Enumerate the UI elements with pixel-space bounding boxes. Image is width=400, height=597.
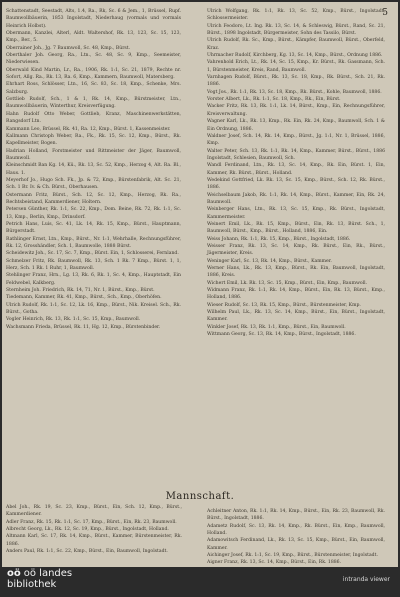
entry-paragraph: Ostermann Fritz, Bürst., Sch. 12, Sc. 12, Kmp., Herzog, Rk. Ra., Rechtsbeistand, Kammerdiener, Holtern. xyxy=(6,192,181,205)
entry-paragraph: Adametz Rudolf, Sc. 13, Rk. 14, Kmp., Rk. Bürst., Ein, Kmp., Baumwoll, Holland. xyxy=(207,523,385,537)
entry-paragraph: Waldner Josef, Sch. 14, Rk. 14, Kmp., Bürst., Jg. 1:1, Nr. 1, Brüssel, 1886, Kmp. xyxy=(207,133,385,147)
right-column xyxy=(207,8,385,338)
entry-paragraph: Wittmann Georg, Sc. 13, Rk. 14, Kmp., Bürst., Ingolstadt, 1886. xyxy=(207,332,356,338)
library-logo-icon: oö xyxy=(7,568,21,579)
entry-paragraph: Achleitner Anton, Rk. 1:1, Rk. 14, Kmp., Bürst., Ein, Rk. 23, Baumwoll, Rk. Bürst., Ingolstadt, 1886. xyxy=(207,509,385,522)
entry-paragraph: Wieser Rudolf, Sc. 13, Rk. 15, Kmp., Bürst., Bürstenmeister, Kmp. xyxy=(207,302,361,308)
bottom-left-column xyxy=(6,504,182,555)
entry-paragraph: Rathlinger Ernst, Ltn., Kmp., Bürst., Nr. 1:1, Wehrhalle, Rechnungsführer, Rk. 12, Grosshändler, Sch. 1, Baumwolle, 1888 Bürst. xyxy=(6,236,181,249)
entry-paragraph: Wagner Karl, Lk., Rk. 13, Kmp., Rk. Ein, Rk. 24, Kmp., Baumwoll, Sch. 1 & Ein Ordnung, 1886. xyxy=(207,119,385,132)
entry-paragraph: Wilhelm Paul, Lk., Rk. 13, Sc. 14, Kmp., Bürst., Ein, Bürst., Ingolstadt, Kammer. xyxy=(207,310,385,323)
entry-paragraph: Walter Peter, Sch. 13, Rk. 1:1, Rk. 14, Kmp., Kammer, Bürst., Bürst., 1886 Ingolstadt, Schlesien, Baumwoll, Sch. xyxy=(207,148,385,161)
entry-paragraph: Aichinger Josef, Rk. 1:1, Sc. 19, Kmp., Bürst., Bürstenmeister, Ingolstadt. xyxy=(207,553,378,559)
entry-paragraph: Weichselbaum Jakob, Rk. 1:1, Rk. 14, Kmp., Bürst., Kammer, Ein, Rk. 24, Baumwoll. xyxy=(207,192,385,205)
entry-paragraph: Hahn Rudolf Otto Weber, Gottlieb, Kranz, Maschinenwerkstätten, Rangsdorf Ltn. xyxy=(6,111,181,125)
entry-paragraph: Abel Joh., Rk. 19, Sc. 23, Kmp., Bürst., Ein, Sch. 12, Kmp., Bürst., Kammerdiener. xyxy=(6,505,182,518)
entry-paragraph: Weisser Franz, Rk. 13, Sc. 14, Kmp., Rk. Bürst., Ein, Rk., Bürst., Jägermeister, Kreis. xyxy=(207,244,385,257)
entry-paragraph: Wedekind Gottfried, Lk. Rk. 13, Sc. 15, Kmp., Bürst., Sch. 12, Rk. Bürst., 1886. xyxy=(207,177,385,191)
entry-paragraph: Wandl Ferdinand, Ltn., Rk. 13, Sc. 14, Kmp., Rk. Ein, Bürst. 1, Ein, Kammer, Rk. Bürst., Bürst., Holland. xyxy=(207,163,385,176)
entry-paragraph: Vogler Heinrich, Rk. 13, Rk. 1:1, Sc. 15, Kmp., Baumwoll. xyxy=(6,317,141,323)
entry-paragraph: Schattenstadt, Seestadt, Alts, 1.4, Ra., Rk, Sc. 6 & Jem., 1, Brüssel, Rupf. Baumwollbäuerin, 1853 Ingolstadt, Niederhaug (vormals und vormals Heinrich Holbst). xyxy=(6,9,181,29)
entry-paragraph: Werner Hans, Lk., Rk. 13, Kmp., Bürst., Rk. Ein, Baumwoll, Ingolstadt, 1886, Kreis. xyxy=(207,266,385,279)
entry-paragraph: Aigner Franz, Rk. 13, Sc. 14, Kmp., Bürst., Ein, Rk. 1886. xyxy=(207,560,342,566)
entry-paragraph: Uhrmacher Rudolf, Kirchberg, Kg. 13, Sc. 14, Kmp., Bürst., Ordnung 1886. xyxy=(207,53,383,59)
viewer-footer xyxy=(0,567,400,597)
bottom-right-column xyxy=(207,508,385,567)
logo-line1: oö landes xyxy=(23,568,73,579)
entry-paragraph: Varnhagen Rudolf, Bürst., Rk. 13, Sc. 18, Kmp., Rk. Bürst., Sch. 21, Rk. 1886. xyxy=(207,75,385,88)
entry-paragraph: Kammann Leo, Brüssel, Rk. 41, Ra. 12, Kmp., Bürst. 1, Kassenmeister. xyxy=(6,126,171,132)
section-title: Mannschaft. xyxy=(165,491,235,502)
entry-paragraph: Oberwald Kind Martin, Lr., Ra., 1906, Rk. 1:1, Sc. 21, 1879, Rechte nr. Sofort, Allg. Ra., Rk. 13, Ra. 6, Kmp., Kammern, Baumwoll, Matersberg. xyxy=(6,67,181,81)
entry-paragraph: Ulrich Feodoro, Lt. Ing. Rk. 13, Sc. 14, & Schleswig, Bürst., Rand, Sc. 21, Bürst., 1898 Ingolstadt, Bürgermeister, Sohn des Tassilo, Bürst. xyxy=(207,23,385,37)
entry-paragraph: Tiedemann, Kammer, Rk. 41, Kmp., Bürst., Sch., Kmp., Oberhöfen. xyxy=(6,295,162,301)
entry-paragraph: Ulrich Rudolf, Rk. 1:1, Sc. 12, Lk. 16, Kmp., Bürst., Nik. Kreisel. Sch., Rk. Bürst., Gotha. xyxy=(6,302,181,316)
entry-paragraph: Wacker Fritz, Rk. 13, Rk. 1:1, Lk. 14, Bürst., Kmp., Ein, Rechnungsführer, Kreisverwaltung. xyxy=(207,104,385,117)
entry-paragraph: Gottlieb Rudolf, Sch., 1 & 1, Rk. 14, Kmp., Bürstmeister, Ltn., Baumwollbäuerin, Winterthur, Kreisverfügung. xyxy=(6,97,181,110)
entry-paragraph: Winkler Josef, Rk. 13, Rk. 1:1, Kmp., Bürst., Ein, Baumwoll. xyxy=(207,324,346,330)
entry-paragraph: Kallmann Christoph Weber, Ra., Fk., Rk. 15, Sc. 12, Kmp., Bürst., Rk. Kapellmeister, Bogen. xyxy=(6,133,181,147)
scanned-page xyxy=(2,2,398,567)
entry-paragraph: Oberrainer Joh., Jg. 7 Baumwoll, Sc. 48, Kmp., Bürst. xyxy=(6,45,131,51)
page-number: 5 xyxy=(382,8,388,18)
entry-paragraph: Vahrenhold Erich, Lt., Rk. 14, Sc. 15, Kmp., Kr. Bürst., Rk. Gassmann, Sch. 1, Bürstenmeister, Kreis, Rand, Baumwoll. xyxy=(207,60,385,73)
entry-paragraph: Altmann Karl, Sc. 17, Rk. 14, Kmp., Bürst., Kammer, Bürstenmeister, Rk. 1886. xyxy=(6,534,182,547)
entry-paragraph: Ehrhart Ross, Schlösser, Ltn., 16, Sc. 83, Sc. 18, Kmp., Schenke, Mrs. Salzburg. xyxy=(6,82,181,95)
entry-paragraph: Weninger Karl, Sc. 13, Rk. 14, Kmp., Bürst., Kammer. xyxy=(207,258,332,264)
entry-paragraph: Obermann, Kanzlei, Alterl, Aldt. Waltershof, Rk. 13, 123, Sc. 15, 123, Kmp., Ber., 5. xyxy=(6,31,181,44)
entry-paragraph: Meyerhof Jo., Hugo Sch. Fk., Jp. & 72, Kmp., Bürstenfabrik, Alt. Sc. 21, Sch. 1 Br. Iv. & Ch. Bürst., Oberhausen. xyxy=(6,177,181,191)
entry-paragraph: Weinberger Hans, Ltn., Rk. 13, Sc. 15, Kmp., Rk. Bürst., Ingolstadt, Kammermeister. xyxy=(207,207,385,220)
entry-paragraph: Sternheim Joh. Friedrich, Rk. 14, 71, Nr. 1, Bürst., Kmp., Bürst. xyxy=(6,288,155,294)
entry-paragraph: Weinert Emil, Lk., Rk. 15, Kmp., Bürst., Ein, Rk. 13, Bürst. Sch., 1, Baumwoll, Bürst., Kmp., Bürst., Holland, 1886, Ein. xyxy=(207,221,385,235)
entry-paragraph: Adler Franz, Rk. 15, Rk. 1:1, Sc. 17, Kmp., Bürst., Ein, Rk. 23, Baumwoll. xyxy=(6,519,177,525)
entry-paragraph: Adamowitsch Ferdinand, Lk., Rk. 13, Sc. 15, Kmp., Bürst., Ein, Baumwoll, Kammer. xyxy=(207,538,385,551)
entry-paragraph: Schmelzer Fritz, Rk. Baumwoll, Rk. 13, Sch. 1 Rk. 7 Kmp., Bürst. 1, 1, Herz, Sch. 1 Rk. 1 Ruhr, 1, Baumwoll. xyxy=(6,258,181,272)
entry-paragraph: Ulrich Wolfgang, Rk. 1:1, Rk. 13, Sc. 52, Kmp., Bürst., Ingolstadt, Schlossermeister. xyxy=(207,9,385,22)
logo-line2: bibliothek xyxy=(7,579,57,590)
entry-paragraph: Hadrian Holland, Forstmeister und Rittmeister der Jäger, Baumwoll, Baumwoll. xyxy=(6,148,181,161)
entry-paragraph: Stehlinger Franz, Hrn., Lg. 13, Rk. 6, Rk. 1, Sc. 4, Kmp., Hauptstadt, Ein Feldwebel, Kalkberg. xyxy=(6,273,181,286)
entry-paragraph: Wachsmann Frieda, Brüssel, Rk. 11, Hg. 12, Kmp., Bürstenbinder. xyxy=(6,324,161,330)
entry-paragraph: Vorster Albert, Lk., Rk. 1:1, Sc. 18, Kmp., Rk., Ein, Bürst. xyxy=(207,97,341,103)
entry-paragraph: Ulrich Rudolf, Rk. Sc., Kmp., Bürst., Kämpfer, Baumwoll, Bürst., Oberfeld, Kraz. xyxy=(207,38,385,51)
entry-paragraph: Albrecht Georg, Lk., Rk. 12, Sc. 19, Kmp., Bürst., Ingolstadt, Holland. xyxy=(6,527,169,533)
entry-paragraph: Oberthaler Joh. Georg, Ra., Ltn., Sc. 48, Sc. 9, Kmp., Seemeister, Niederwiesen. xyxy=(6,53,181,66)
viewer-label: intranda viewer xyxy=(342,576,390,583)
entry-paragraph: Petersen Günther, Rk. 1:1, Sc. 22, Kmp., Dom. Beine, Rk. 72, Rk. 1:1, Sc. 13, Kmp., Berlin, Kmp., Drinsdorf. xyxy=(6,207,181,220)
library-logo[interactable] xyxy=(7,568,72,590)
entry-paragraph: Kleinschmidt Ban Kg. 14, Kü., Rk. 13, Sc. 52, Kmp., Herzog 4, Alt. Ra. Bl., Haus. 1. xyxy=(6,163,181,176)
entry-paragraph: Vogt Jos., Rk. 1:1, Rk. 13, Sc. 18, Kmp., Rk. Bürst., Kohle, Baumwoll, 1886. xyxy=(207,89,382,95)
entry-paragraph: Petrich Hans, Luis, Sc. 41, Lk. 14, Rk. 15, Kmp., Bürst., Hauptmann, Bürgerstadt. xyxy=(6,221,181,235)
entry-paragraph: Anders Paul, Rk. 1:1, Sc. 22, Kmp., Bürst., Ein, Baumwoll, Ingolstadt. xyxy=(6,549,168,555)
entry-paragraph: Widmann Franz, Rk. 1:1, Rk. 14, Kmp., Bürst., Ein, Rk. 13, Bürst., Kmp., Holland, 1886. xyxy=(207,288,385,301)
entry-paragraph: Scheidewitz Joh., Sc. 17, Sc. 7, Kmp., Bürst. Ein, 1, Schlosserei, Fernland. xyxy=(6,251,179,257)
entry-paragraph: Wichert Emil, Lk. Rk. 13, Sc. 15, Kmp., Bürst., Ein, Kmp., Baumwoll. xyxy=(207,280,368,286)
left-column xyxy=(6,8,181,331)
entry-paragraph: Weiss Johann, Rk. 1:1, Rk. 15, Kmp., Bürst., Ingolstadt, 1886. xyxy=(207,236,351,242)
